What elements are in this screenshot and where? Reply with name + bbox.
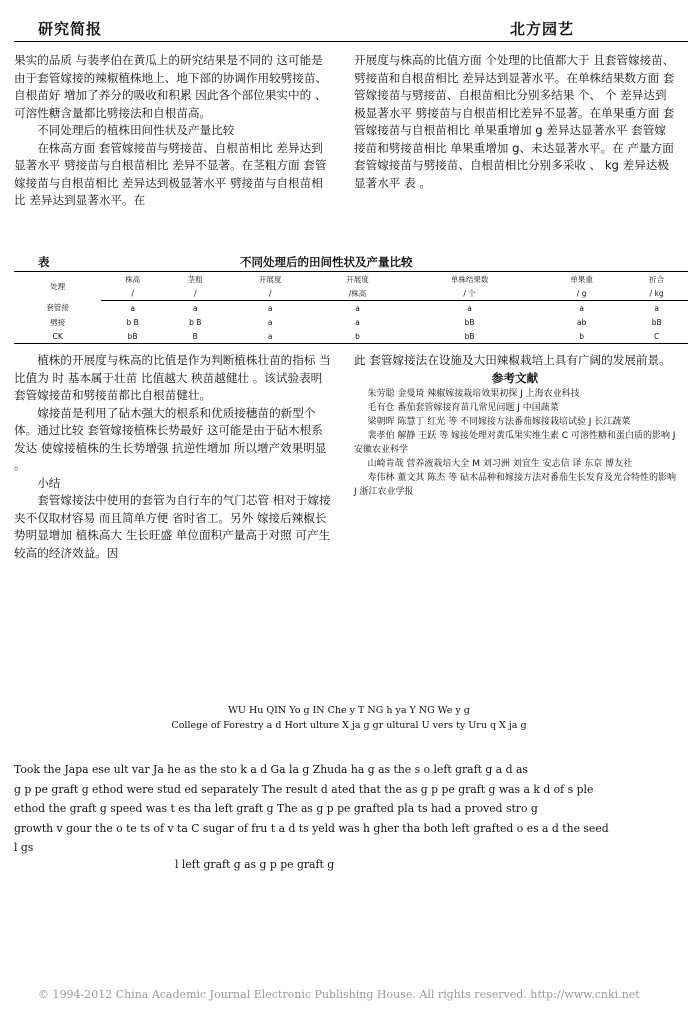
references-heading: 参考文献 [491,370,539,385]
abstract-line: ethod the graft g speed was t es tha left graft g The as g p pe grafted pla ts had a proved stro g [14,802,538,815]
table-unit-cell: / 个 [401,286,538,301]
header-rule [14,41,688,42]
table-cell: B [164,329,227,344]
column-top-right [354,52,676,192]
table-unit-cell: / [101,286,164,301]
table-unit-cell: /株高 [314,286,401,301]
table-cell: b [538,329,625,344]
table-unit-cell: / kg [625,286,688,301]
table-cell: a [267,317,273,327]
abstract-line: g p pe graft g ethod were stud ed separately The result d ated that the as g p pe graft g was a k d of s ple [14,782,594,796]
english-keywords: l left graft g as g p pe graft g [175,858,335,871]
table-header-cell: 处理 [14,272,101,301]
table-cell: bB [401,329,538,344]
table-row [14,315,688,329]
table-row [14,301,688,316]
table-cell: 套管接 [46,303,69,313]
table-cell: a [267,303,273,313]
table-cell: a [130,303,135,313]
results-table [14,271,688,344]
table-cell: a [355,303,360,313]
column-bottom-left [14,352,332,562]
table-cell: ab [576,317,587,327]
column-bottom-right [354,352,676,499]
table-header-cell: 折合 [625,272,688,287]
paragraph: 嫁接苗是利用了砧木强大的根系和优质接穗苗的新型个体。通过比较 套管嫁接植株长势最好 这可能是由于砧木根系发达 使嫁接植株的生长势增强 抗逆性增加 所以增产效果明显 。 [14,405,327,472]
table-cell: bB [651,317,662,327]
table-unit-row [14,286,688,301]
table-cell: a [654,303,659,313]
table-cell: C [625,329,688,344]
english-authors: WU Hu QIN Yo g IN Che y T NG h ya Y NG We y g [228,705,470,716]
reference-item: 山崎肯哉 营养液栽培大全 M 刘习洲 刘宜生 安志信 译 东京 博友社 [367,459,633,469]
table-header-row [14,272,688,287]
table-unit-cell: / [227,286,314,301]
table-header-cell: 茎粗 [164,272,227,287]
table-cell: a [355,317,360,327]
table-header-cell: 单株结果数 [401,272,538,287]
table-cell: CK [14,329,101,344]
table-header-cell: 开展度 [227,272,314,287]
english-affiliation: College of Forestry a d Hort ulture X ja g gr ultural U vers ty Uru q X ja g [171,720,527,731]
paragraph: 果实的品质 与裴孝伯在黄瓜上的研究结果是不同的 这可能是由于套管嫁接的辣椒植株地上、地下部的协调作用较劈接苗、自根苗好 增加了养分的吸收和积累 因此各个部位果实中的 、可溶性糖含量都比劈接法和自根苗高。 [14,53,328,120]
journal-section-label: 研究简报 [38,20,103,38]
table-cell: bB [101,329,164,344]
table-cell: a [227,329,314,344]
table-cell: b B [189,317,202,327]
paragraph: 植株的开展度与株高的比值是作为判断植株壮苗的指标 当比值为 时 基本属于壮苗 比值越大 秧苗越健壮 。该试验表明 套管嫁接苗和劈接苗都比自根苗健壮。 [14,353,331,402]
paragraph: 在株高方面 套管嫁接苗与劈接苗、自根苗相比 差异达到显著水平 劈接苗与自根苗相比 差异不显著。在茎粗方面 套管嫁接苗与自根苗相比 差异达到极显著水平 劈接苗与自根苗相比 差异达到显著水平。在 [14,140,327,207]
table-unit-cell: / g [538,286,625,301]
section-heading: 不同处理后的植株田间性状及产量比较 [37,123,235,137]
table-cell: b B [126,317,139,327]
table-label: 表 [38,255,50,269]
table-unit-cell: / [164,286,227,301]
table-cell: a [467,303,472,313]
table-cell: a [579,303,584,313]
reference-item: 毛有仓 番茄套管嫁接育苗几常见问题 J 中国蔬菜 [367,403,559,413]
table-header-cell: 株高 [101,272,164,287]
table-header-cell: 单果重 [538,272,625,287]
table-cell: b [314,329,401,344]
abstract-line: Took the Japa ese ult var Ja he as the sto k a d Ga la g Zhuda ha g as the s o left graft g a d as [14,763,528,776]
section-heading: 小结 [37,475,61,490]
column-top-left [14,52,332,210]
paragraph: 开展度与株高的比值方面 个处理的比值都大于 且套管嫁接苗、劈接苗和自根苗相比 差异达到显著水平。在单株结果数方面 套管嫁接苗与劈接苗、自根苗相比分别多结果 个、 个 差异达到极显著水平 劈接苗与自根苗相比差异不显著。在单果重方面 套管嫁接苗与自根苗相比 单果重增加 g 差异达显著水平 套管嫁接苗和劈接苗相比 单果重增加 g、未达显著水平。在 产量方面 套管嫁接苗与劈接苗、自根苗相比分别多采收 、 kg 差异达极显著水平 表 。 [354,53,675,190]
table-header-cell: 开展度 [314,272,401,287]
reference-item: 朱劳聪 金曼琦 辣椒嫁接栽培效果初探 J 上海农业科技 [367,389,580,399]
abstract-line: growth v gour the o te ts of v ta C sugar of fru t a d ts yeld was h gher tha both left grafted o es a d the seed [14,821,609,835]
table-caption: 不同处理后的田间性状及产量比较 [240,255,413,269]
paragraph: 套管嫁接法中使用的套管为自行车的气门芯管 相对于嫁接夹不仅取材容易 而且简单方便 省时省工。另外 嫁接后辣椒长势明显增加 植株高大 生长旺盛 单位面积产量高于对照 可产生较高的经济效益。因 [14,493,331,560]
reference-item: 寿伟林 董文其 陈杰 等 砧木品种和嫁接方法对番茄生长发育及光合特性的影响 J 浙江农业学报 [354,473,676,497]
english-abstract [14,760,686,858]
table-cell: bB [464,317,475,327]
reference-item: 梁朝晖 陈慧丁 红光 等 不同嫁接方法番茄嫁接栽培试验 J 长江蔬菜 [367,417,631,427]
reference-item: 裴孝伯 解静 王跃 等 嫁接处理对黄瓜果实维生素 C 可溶性糖和蛋白质的影响 J 安徽农业科学 [354,431,676,455]
table-cell: a [192,303,198,313]
abstract-line: l gs [14,841,34,854]
paragraph: 此 套管嫁接法在设施及大田辣椒栽培上具有广阔的发展前景。 [354,353,671,367]
table-cell: 劈接 [50,317,66,327]
copyright-footer: © 1994-2012 China Academic Journal Electronic Publishing House. All rights reserved. http://www.cnki.net [38,988,640,1001]
journal-name: 北方园艺 [510,20,575,38]
table-row [14,329,688,344]
